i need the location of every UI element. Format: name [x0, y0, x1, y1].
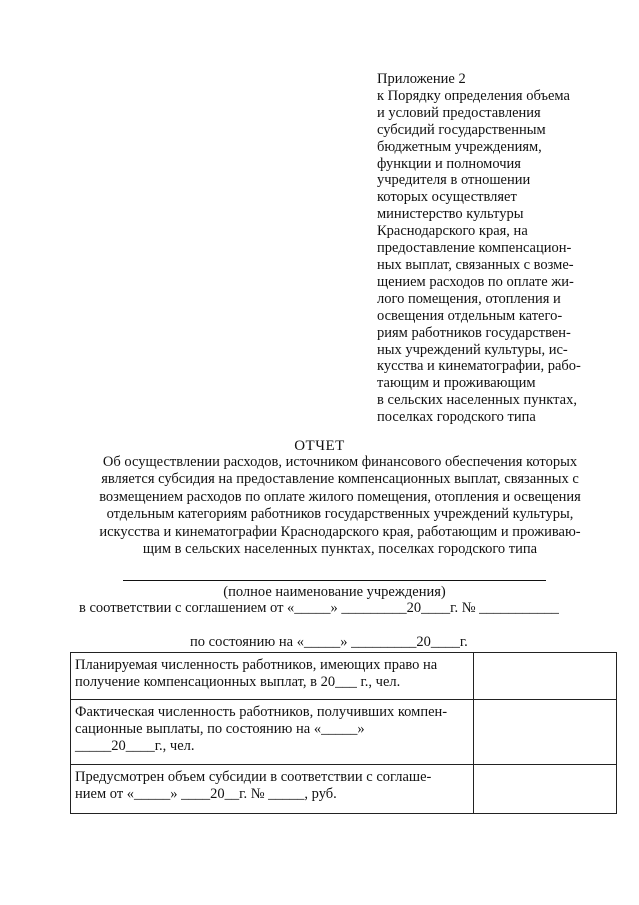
appendix-line: министерство культуры — [377, 206, 524, 223]
appendix-line: тающим и проживающим — [377, 375, 536, 392]
appendix-line: риям работников государствен- — [377, 324, 571, 341]
institution-caption: (полное наименование учреждения) — [223, 584, 446, 600]
table-row-label-line: нием от «_____» ____20__г. № _____, руб. — [75, 786, 337, 802]
table-row-label-line: Предусмотрен объем субсидии в соответствии с соглаше- — [75, 769, 432, 785]
table-row-label-line: получение компенсационных выплат, в 20___ г., чел. — [75, 674, 401, 690]
table-row — [71, 765, 617, 814]
appendix-line: ных выплат, связанных с возме- — [377, 256, 574, 273]
agreement-line: в соответствии с соглашением от «_____» _________20____г. № ___________ — [79, 600, 559, 616]
appendix-line: поселках городского типа — [377, 409, 536, 426]
appendix-line: функции и полномочия — [377, 155, 521, 172]
report-heading-line: отдельным категориям работников государственных учреждений культуры, — [106, 506, 574, 523]
table-row — [71, 700, 617, 765]
report-heading — [60, 454, 620, 558]
table-row-label-line: сационные выплаты, по состоянию на «_____» — [75, 721, 365, 737]
table-row-label — [71, 765, 474, 814]
report-table — [70, 652, 617, 814]
table-row-label-line: Планируемая численность работников, имеющих право на — [75, 657, 438, 673]
report-heading-line: Об осуществлении расходов, источником финансового обеспечения которых — [102, 454, 578, 470]
report-heading-line: искусства и кинематографии Краснодарского края, работающим и проживаю- — [99, 523, 581, 540]
table-row-value — [473, 765, 616, 814]
appendix-line: и условий предоставления — [377, 104, 541, 121]
as-of-date-line: по состоянию на «_____» _________20____г. — [190, 634, 468, 650]
appendix-line: субсидий государственным — [377, 121, 546, 138]
table-row — [71, 653, 617, 700]
institution-name-line — [123, 580, 546, 581]
appendix-line: бюджетным учреждениям, — [377, 138, 542, 155]
table-row-value — [473, 653, 616, 700]
appendix-line: учредителя в отношении — [377, 172, 531, 189]
appendix-line: в сельских населенных пунктах, — [377, 392, 577, 409]
appendix-line: кусства и кинематографии, рабо- — [377, 358, 581, 375]
appendix-line: к Порядку определения объема — [377, 87, 570, 104]
appendix-line: Краснодарского края, на — [377, 223, 528, 240]
appendix-line: которых осуществляет — [377, 189, 517, 206]
appendix-line: освещения отдельным катего- — [377, 307, 563, 324]
appendix-line: предоставление компенсацион- — [377, 240, 572, 257]
appendix-line: лого помещения, отопления и — [377, 290, 561, 307]
table-row-label — [71, 700, 474, 765]
table-row-value — [473, 700, 616, 765]
appendix-line: Приложение 2 — [377, 71, 466, 87]
appendix-note — [377, 71, 602, 426]
appendix-line: ных учреждений культуры, ис- — [377, 341, 568, 358]
report-heading-line: щим в сельских населенных пунктах, поселках городского типа — [142, 541, 538, 558]
report-title: ОТЧЕТ — [294, 438, 345, 454]
table-row-label-line: Фактическая численность работников, получивших компен- — [75, 704, 448, 720]
appendix-line: щением расходов по оплате жи- — [377, 273, 574, 290]
table-row-label — [71, 653, 474, 700]
report-heading-line: является субсидия на предоставление компенсационных выплат, связанных с — [101, 471, 579, 488]
table-row-label-line: _____20____г., чел. — [75, 738, 195, 754]
report-heading-line: возмещением расходов по оплате жилого помещения, отопления и освещения — [99, 488, 581, 505]
